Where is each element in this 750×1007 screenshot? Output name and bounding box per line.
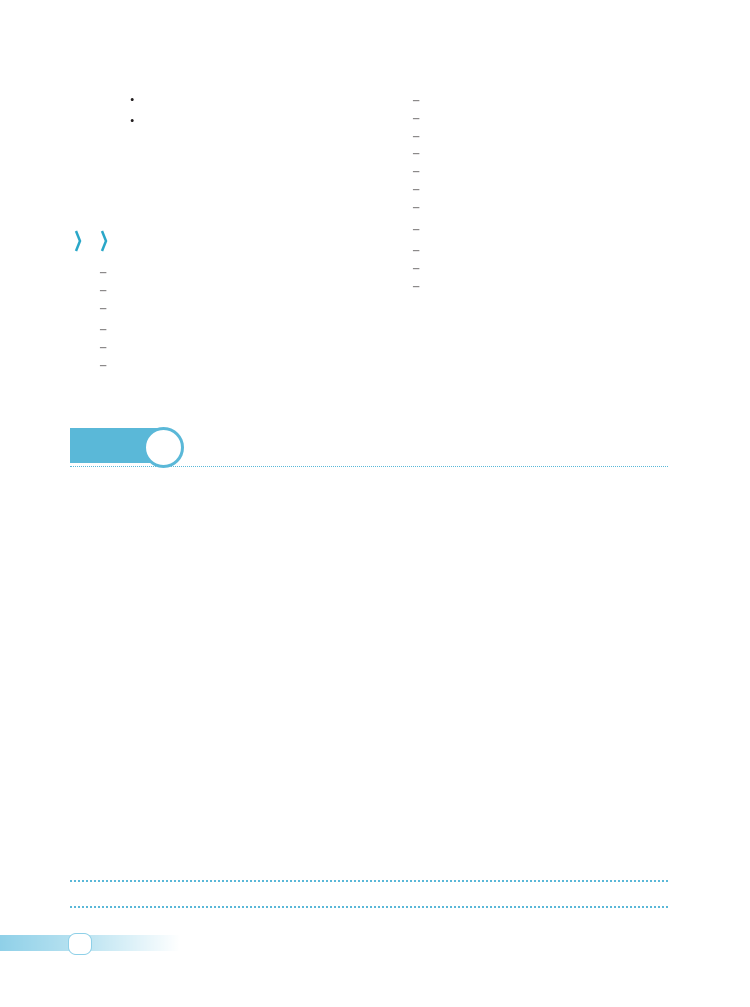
dash-marker: – <box>413 164 420 179</box>
dash-marker: – <box>413 128 420 143</box>
dash-marker: – <box>413 181 420 196</box>
toc-bullet-row[interactable] <box>70 113 356 131</box>
dash-marker: – <box>413 243 420 258</box>
bullet-marker: • <box>130 93 135 107</box>
toc-right-upper <box>383 92 669 296</box>
toc-entry-row[interactable] <box>383 278 669 296</box>
bab-badge <box>70 227 110 253</box>
toc-entry-row[interactable] <box>70 282 356 300</box>
karangan-right-column <box>383 473 669 491</box>
toc-entry-row[interactable] <box>383 199 669 217</box>
toc-entry-row[interactable] <box>70 321 356 339</box>
toc-entry-row[interactable] <box>383 110 669 128</box>
dash-marker: – <box>413 261 420 276</box>
dash-marker: – <box>100 340 107 355</box>
dash-marker: – <box>100 300 107 315</box>
toc-entry-row[interactable] <box>383 145 669 163</box>
dash-marker: – <box>100 357 107 372</box>
karangan-left-column <box>70 473 356 485</box>
dash-marker: – <box>100 282 107 297</box>
toc-entry-row[interactable] <box>70 264 356 282</box>
toc-left-lower <box>70 264 356 375</box>
toc-entry-row[interactable] <box>383 242 669 260</box>
bahagian-number <box>143 427 184 468</box>
toc-entry-row[interactable] <box>383 92 669 110</box>
bahagian-divider <box>70 466 668 467</box>
bab-heading <box>70 224 356 258</box>
dash-marker: – <box>100 265 107 279</box>
dash-marker: – <box>413 278 420 293</box>
toc-bullet-row[interactable] <box>70 92 356 110</box>
toc-entry-row[interactable] <box>383 181 669 199</box>
dash-marker: – <box>413 110 420 125</box>
dash-marker: – <box>413 146 420 161</box>
toc-entry-row[interactable] <box>383 260 669 278</box>
toc-entry-row[interactable] <box>383 128 669 146</box>
kertas-divider <box>70 880 668 882</box>
toc-entry-row[interactable] <box>70 300 356 318</box>
toc-left-upper <box>70 92 356 135</box>
dash-marker: – <box>413 93 420 107</box>
dash-marker: – <box>413 199 420 214</box>
dash-marker: – <box>100 322 107 337</box>
bab-number <box>82 231 102 251</box>
bullet-marker: • <box>130 113 135 128</box>
jawapan-divider <box>70 906 668 908</box>
footer-page-number <box>68 933 92 955</box>
toc-entry-row[interactable] <box>383 163 669 181</box>
bahagian-banner <box>70 428 170 463</box>
dash-marker: – <box>413 221 420 236</box>
toc-entry-row[interactable] <box>70 339 356 357</box>
toc-entry-row[interactable] <box>70 357 356 375</box>
toc-entry-row[interactable] <box>383 221 669 239</box>
